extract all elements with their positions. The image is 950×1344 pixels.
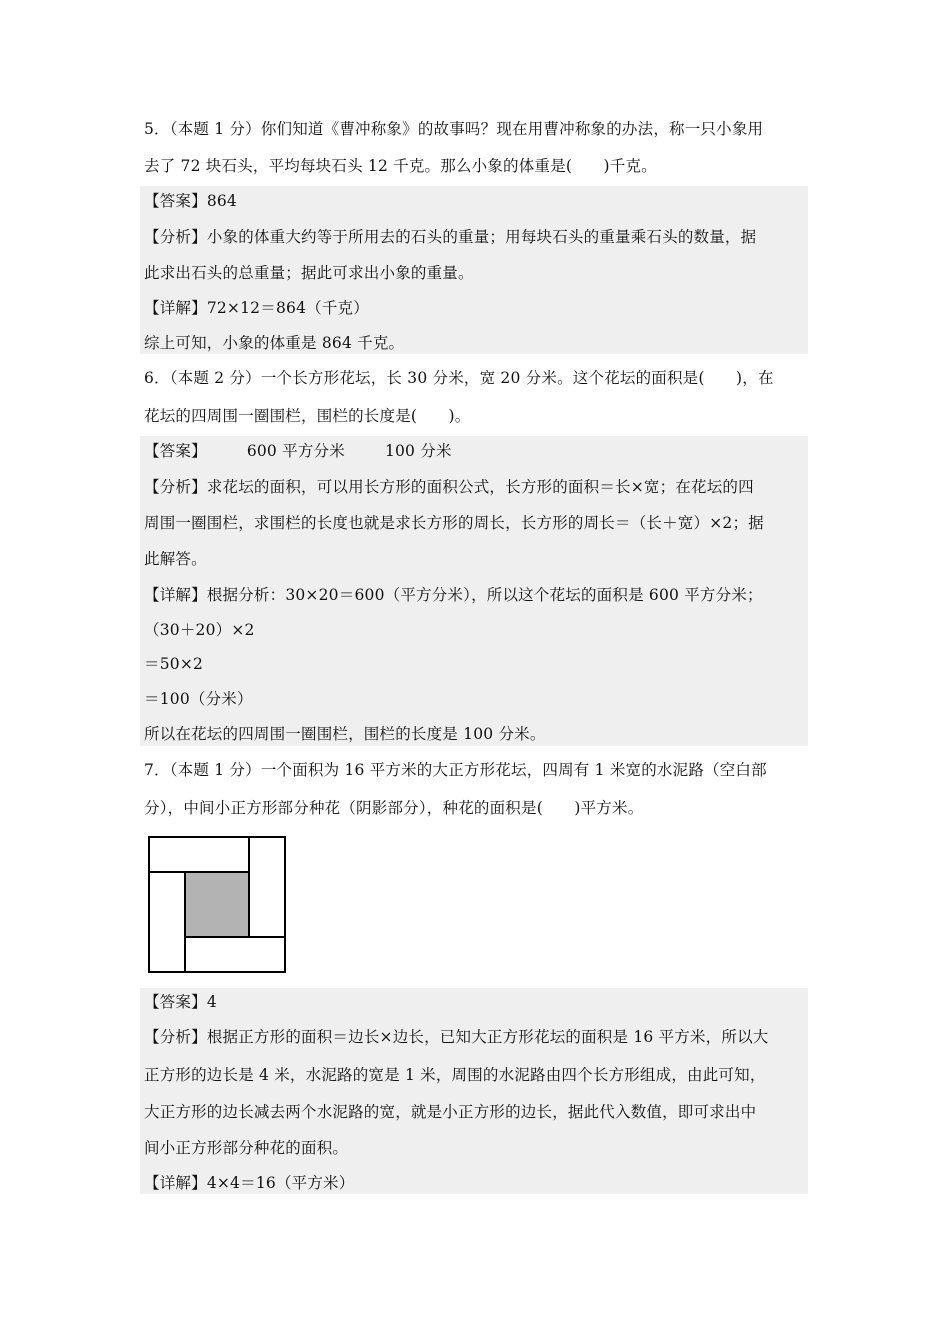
q5-detail-line-1 — [144, 298, 809, 318]
q5-detail-text-1: 72×12＝864（千克） — [206, 299, 369, 317]
detail-tag: 【详解】 — [144, 1174, 207, 1192]
q7-answer-value: 4 — [206, 993, 217, 1011]
q7-analysis-text-1: 根据正方形的面积＝边长×边长，已知大正方形花坛的面积是 16 平方米，所以大 — [206, 1028, 769, 1046]
q6-detail-text-1: 根据分析：30×20＝600（平方分米），所以这个花坛的面积是 600 平方分米； — [206, 586, 763, 604]
q7-solution-block — [140, 988, 808, 1194]
q5-analysis-line-1 — [144, 227, 809, 247]
q5-answer — [144, 191, 809, 211]
q7-detail-line-1 — [144, 1173, 809, 1193]
answer-tag: 【答案】 — [144, 993, 207, 1011]
q6-analysis-line-2: 周围一圈围栏，求围栏的长度也就是求长方形的周长，长方形的周长＝（长＋宽）×2；据 — [144, 514, 764, 532]
q7-analysis-line-2: 正方形的边长是 4 米，水泥路的宽是 1 米，周围的水泥路由四个长方形组成，由此可知， — [144, 1066, 766, 1084]
q5-stem-line-1: 5．（本题 1 分）你们知道《曹冲称象》的故事吗？现在用曹冲称象的办法，称一只小象用 — [144, 120, 764, 138]
q6-stem-line-2: 花坛的四周围一圈围栏，围栏的长度是( )。 — [144, 407, 471, 425]
q6-stem-line-1: 6．（本题 2 分）一个长方形花坛，长 30 分米，宽 20 分米。这个花坛的面积是( )，在 — [144, 369, 774, 387]
q7-analysis-line-4: 间小正方形部分种花的面积。 — [144, 1139, 349, 1157]
path-top — [149, 837, 249, 872]
detail-tag: 【详解】 — [144, 586, 207, 604]
answer-tag: 【答案】 — [144, 442, 207, 460]
q7-analysis-line-3: 大正方形的边长减去两个水泥路的宽，就是小正方形的边长，据此代入数值，即可求出中 — [144, 1103, 757, 1121]
q5-stem-line-2: 去了 72 块石头，平均每块石头 12 千克。那么小象的体重是( )千克。 — [144, 157, 657, 175]
q6-analysis-line-3: 此解答。 — [144, 550, 207, 568]
flower-area — [185, 872, 249, 937]
answer-tag: 【答案】 — [144, 192, 207, 210]
q6-answer-value-2: 100 分米 — [384, 442, 452, 460]
analysis-tag: 【分析】 — [144, 1028, 207, 1046]
detail-tag: 【详解】 — [144, 299, 207, 317]
q6-detail-line-2: （30＋20）×2 — [144, 621, 255, 639]
garden-diagram — [148, 836, 288, 974]
q7-answer — [144, 992, 809, 1012]
q7-stem-line-2: 分），中间小正方形部分种花（阴影部分），种花的面积是( )平方米。 — [144, 799, 644, 817]
q6-analysis-text-1: 求花坛的面积，可以用长方形的面积公式，长方形的面积＝长×宽；在花坛的四 — [206, 478, 754, 496]
q6-detail-line-5: 所以在花坛的四周围一圈围栏，围栏的长度是 100 分米。 — [144, 725, 546, 743]
q7-analysis-line-1 — [144, 1027, 809, 1047]
q5-detail-line-2: 综上可知，小象的体重是 864 千克。 — [144, 334, 405, 352]
path-bottom — [185, 937, 285, 972]
q6-answer — [144, 441, 809, 461]
path-left — [149, 872, 185, 972]
q6-detail-line-4: ＝100（分米） — [144, 690, 253, 708]
analysis-tag: 【分析】 — [144, 228, 207, 246]
analysis-tag: 【分析】 — [144, 478, 207, 496]
q7-detail-text-1: 4×4＝16（平方米） — [206, 1174, 355, 1192]
q5-analysis-text-1: 小象的体重大约等于所用去的石头的重量；用每块石头的重量乘石头的数量，据 — [206, 228, 757, 246]
q6-answer-value-1: 600 平方分米 — [246, 442, 345, 460]
q5-answer-value: 864 — [206, 192, 237, 210]
q6-detail-line-3: ＝50×2 — [144, 655, 204, 673]
path-right — [249, 837, 285, 937]
q7-stem-line-1: 7．（本题 1 分）一个面积为 16 平方米的大正方形花坛，四周有 1 米宽的水泥路（空白部 — [144, 761, 767, 779]
q6-detail-line-1 — [144, 585, 809, 605]
q5-analysis-line-2: 此求出石头的总重量；据此可求出小象的重量。 — [144, 264, 474, 282]
q6-analysis-line-1 — [144, 477, 809, 497]
